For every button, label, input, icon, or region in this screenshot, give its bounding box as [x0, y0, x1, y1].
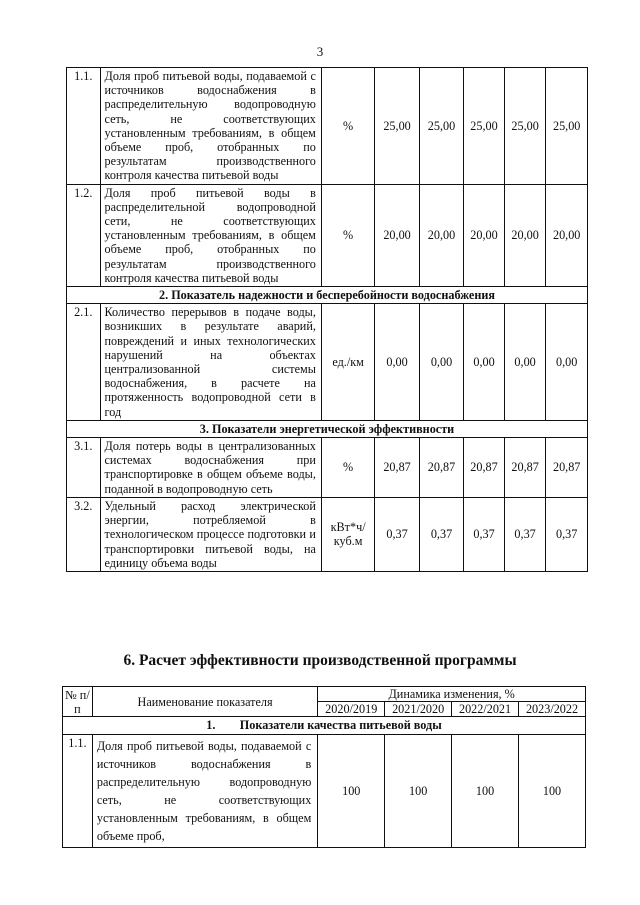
- header-num-label: № п/п: [65, 687, 90, 716]
- row-value: 0,37: [375, 497, 419, 571]
- row-value: 0,00: [375, 304, 419, 421]
- row-value: 20,87: [546, 438, 588, 498]
- row-num: 1.1.: [67, 68, 101, 185]
- header-year: 2022/2021: [452, 702, 519, 717]
- row-num: 1.1.: [63, 734, 93, 847]
- row-description: Доля проб питьевой воды в распределительной водопроводной сети, не соответствующих установленным требованиям, в общем объеме проб, отобранных по результатам производственного контроля качества питьевой воды: [100, 184, 321, 286]
- header-year: 2023/2022: [519, 702, 586, 717]
- row-value: 0,00: [504, 304, 546, 421]
- row-num: 2.1.: [67, 304, 101, 421]
- header-dynamics: Динамика изменения, %: [318, 687, 586, 702]
- row-unit: ед./км: [321, 304, 374, 421]
- row-description: Удельный расход электрической энергии, потребляемой в технологическом процессе подготовки и транспортировки питьевой воды, на единицу объема воды: [100, 497, 321, 571]
- row-description: Доля проб питьевой воды, подаваемой с источников водоснабжения в распределительную водопроводную сеть, не соответствующих установленным требованиям, в общем объеме проб, отобранных по результатам производственного контроля качества питьевой воды: [100, 68, 321, 185]
- row-value: 20,87: [464, 438, 505, 498]
- row-unit: %: [321, 184, 374, 286]
- row-value: 100: [318, 734, 385, 847]
- row-unit: %: [321, 68, 374, 185]
- row-value: 100: [519, 734, 586, 847]
- row-value: 25,00: [375, 68, 419, 185]
- indicators-table: [66, 67, 588, 572]
- row-value: 0,37: [464, 497, 505, 571]
- table-row: [67, 497, 588, 571]
- section-row: [63, 717, 586, 734]
- row-unit: кВт*ч/ куб.м: [321, 497, 374, 571]
- row-num: 3.2.: [67, 497, 101, 571]
- table-row: [67, 184, 588, 286]
- row-value: 0,37: [546, 497, 588, 571]
- section-6-heading: 6. Расчет эффективности производственной программы: [123, 652, 517, 669]
- table-row: [67, 438, 588, 498]
- section-title: 1. Показатели качества питьевой воды: [63, 717, 586, 734]
- row-value: 20,87: [504, 438, 546, 498]
- row-value: 20,00: [546, 184, 588, 286]
- section-title: 2. Показатель надежности и бесперебойности водоснабжения: [67, 287, 588, 304]
- table-row: [67, 68, 588, 185]
- header-year: 2020/2019: [318, 702, 385, 717]
- row-value: 20,87: [375, 438, 419, 498]
- section-row: [67, 420, 588, 437]
- row-description: Количество перерывов в подаче воды, возникших в результате аварий, повреждений и иных технологических нарушений на объектах централизованной системы водоснабжения, в расчете на протяженность водопроводной сети в год: [100, 304, 321, 421]
- row-value: 25,00: [546, 68, 588, 185]
- row-value: 0,37: [419, 497, 463, 571]
- header-year: 2021/2020: [385, 702, 452, 717]
- row-value: 20,00: [464, 184, 505, 286]
- row-value: 0,00: [464, 304, 505, 421]
- row-value: 25,00: [504, 68, 546, 185]
- section-title: 3. Показатели энергетической эффективности: [67, 420, 588, 437]
- table-row: [67, 304, 588, 421]
- row-value: 25,00: [419, 68, 463, 185]
- row-num: 3.1.: [67, 438, 101, 498]
- row-value: 20,87: [419, 438, 463, 498]
- row-value: 0,37: [504, 497, 546, 571]
- section-row: [67, 287, 588, 304]
- row-value: 0,00: [546, 304, 588, 421]
- row-value: 100: [452, 734, 519, 847]
- table-header-row: [63, 687, 586, 702]
- header-name: Наименование показателя: [92, 687, 317, 717]
- row-value: 100: [385, 734, 452, 847]
- efficiency-table: [62, 686, 586, 848]
- row-value: 0,00: [419, 304, 463, 421]
- row-value: 20,00: [419, 184, 463, 286]
- header-num: [63, 687, 93, 717]
- row-value: 20,00: [375, 184, 419, 286]
- page-number: 3: [316, 44, 324, 59]
- row-description: Доля проб питьевой воды, подаваемой с источников водоснабжения в распределительную водопроводную сеть, не соответствующих установленным требованиям, в общем объеме проб,: [92, 734, 317, 847]
- row-value: 25,00: [464, 68, 505, 185]
- row-unit: %: [321, 438, 374, 498]
- row-num: 1.2.: [67, 184, 101, 286]
- row-value: 20,00: [504, 184, 546, 286]
- table-row: [63, 734, 586, 847]
- row-description: Доля потерь воды в централизованных системах водоснабжения при транспортировке в общем объеме воды, поданной в водопроводную сеть: [100, 438, 321, 498]
